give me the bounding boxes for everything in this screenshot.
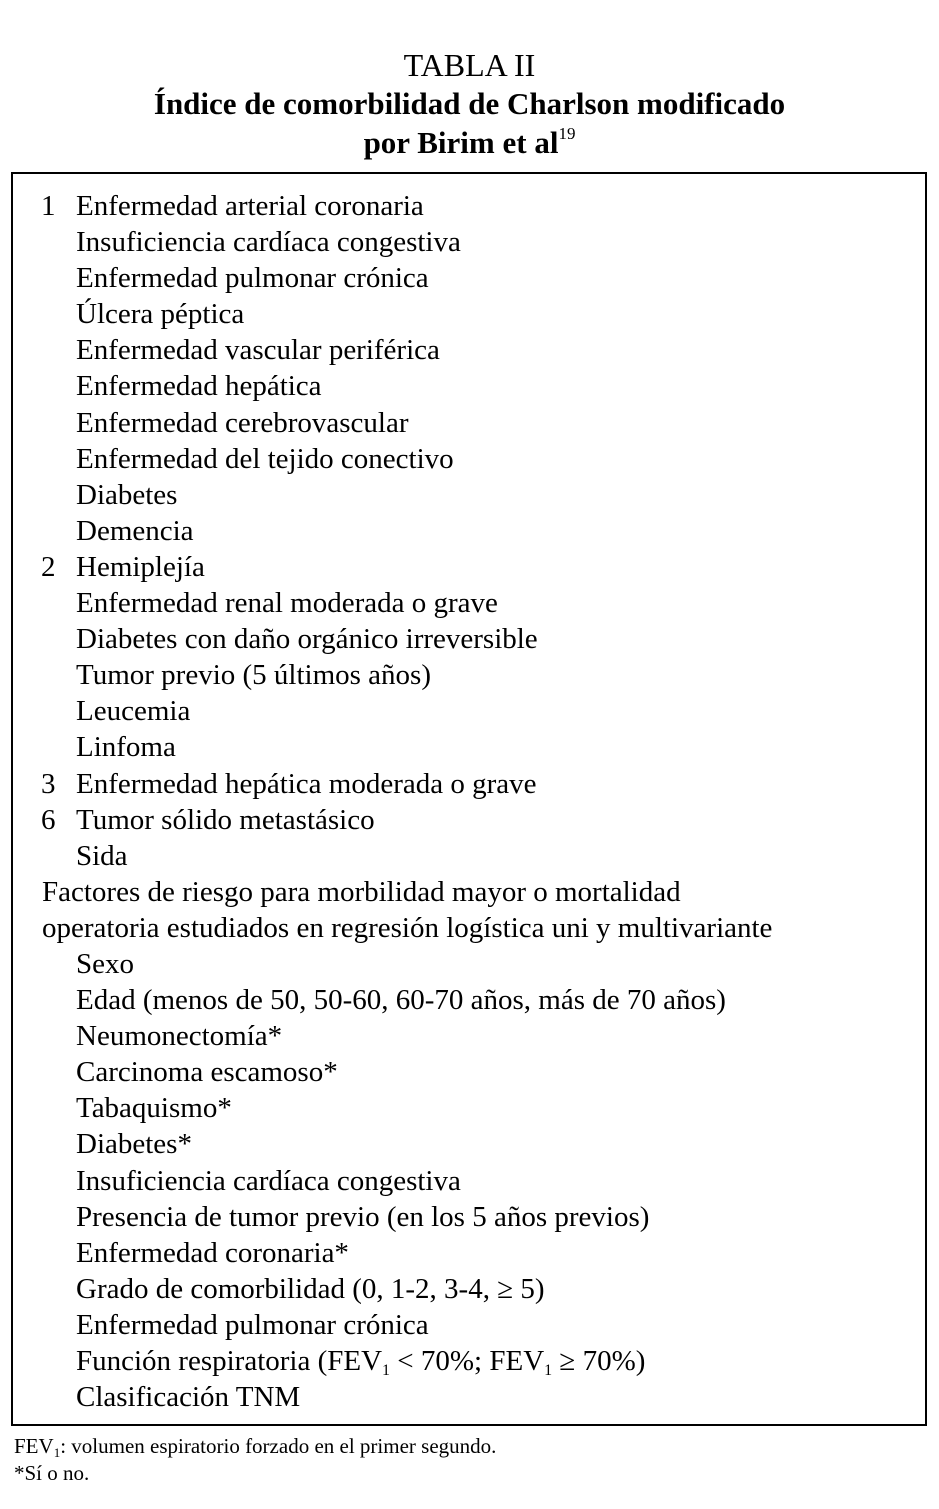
risk-factors-heading-line2: operatoria estudiados en regresión logística uni y multivariante — [42, 911, 773, 944]
footnote-fev-term: FEV — [14, 1434, 54, 1458]
text-fragment: Función respiratoria (FEV — [76, 1345, 383, 1377]
comorbidity-row — [0, 549, 939, 585]
footnote-asterisk: *Sí o no. — [14, 1461, 90, 1485]
table-label: TABLA II — [403, 47, 536, 83]
risk-factor-text: Enfermedad coronaria* — [76, 1236, 349, 1269]
risk-factor-item — [0, 1307, 939, 1343]
reference-number: 19 — [558, 124, 576, 143]
comorbidity-row — [0, 441, 939, 477]
comorbidity-condition: Enfermedad arterial coronaria — [76, 190, 424, 222]
risk-factor-item — [0, 1054, 939, 1090]
comorbidity-condition: Enfermedad cerebrovascular — [76, 406, 409, 439]
comorbidity-row — [0, 585, 939, 621]
comorbidity-condition: Demencia — [76, 514, 194, 547]
comorbidity-row — [0, 188, 939, 224]
comorbidity-condition: Enfermedad renal moderada o grave — [76, 587, 498, 620]
risk-factor-item — [0, 1163, 939, 1199]
comorbidity-row — [0, 802, 939, 838]
comorbidity-row — [0, 729, 939, 765]
comorbidity-row — [0, 405, 939, 441]
comorbidity-condition: Sida — [76, 839, 128, 872]
risk-factor-item — [0, 946, 939, 982]
risk-factor-text: Neumonectomía* — [76, 1020, 283, 1053]
comorbidity-row — [0, 693, 939, 729]
risk-factor-item — [0, 1126, 939, 1162]
respiratory-function-text — [76, 1343, 645, 1379]
comorbidity-row — [0, 477, 939, 513]
risk-factor-item — [0, 1199, 939, 1235]
comorbidity-condition: Diabetes — [76, 478, 178, 511]
risk-factor-text: Clasificación TNM — [76, 1381, 301, 1414]
comorbidity-score: 2 — [41, 550, 56, 583]
risk-factors-heading — [0, 910, 939, 946]
comorbidity-condition: Tumor previo (5 últimos años) — [76, 659, 431, 692]
risk-factor-item — [0, 1018, 939, 1054]
table-title: Índice de comorbilidad de Charlson modificado — [153, 86, 786, 121]
comorbidity-condition: Úlcera péptica — [76, 298, 245, 331]
risk-factor-text: Grado de comorbilidad (0, 1-2, 3-4, ≥ 5) — [76, 1272, 545, 1305]
footnote-fev-sub: 1 — [53, 1445, 61, 1460]
comorbidity-row — [0, 838, 939, 874]
risk-factor-text: Presencia de tumor previo (en los 5 años previos) — [76, 1200, 650, 1233]
table-title-authors: por Birim et al — [363, 125, 559, 160]
comorbidity-condition: Leucemia — [76, 695, 191, 728]
risk-factor-item — [0, 1090, 939, 1126]
comorbidity-row — [0, 332, 939, 368]
comorbidity-score: 3 — [41, 767, 56, 800]
text-fragment: < 70%; FEV — [390, 1345, 545, 1377]
risk-factor-text: Insuficiencia cardíaca congestiva — [76, 1164, 461, 1197]
comorbidity-condition: Enfermedad hepática moderada o grave — [76, 767, 537, 800]
comorbidity-row — [0, 657, 939, 693]
comorbidity-condition: Insuficiencia cardíaca congestiva — [76, 226, 461, 259]
comorbidity-row — [0, 260, 939, 296]
subscript: 1 — [382, 1362, 391, 1379]
comorbidity-condition: Enfermedad del tejido conectivo — [76, 442, 454, 475]
risk-factor-text: Diabetes* — [76, 1128, 192, 1161]
comorbidity-row — [0, 621, 939, 657]
comorbidity-row — [0, 513, 939, 549]
comorbidity-condition: Enfermedad vascular periférica — [76, 334, 440, 367]
risk-factor-item — [0, 1379, 939, 1415]
risk-factor-text: Sexo — [76, 947, 134, 980]
risk-factor-item — [0, 1235, 939, 1271]
risk-factor-text: Enfermedad pulmonar crónica — [76, 1308, 429, 1341]
comorbidity-condition: Diabetes con daño orgánico irreversible — [76, 623, 538, 656]
comorbidity-row — [0, 296, 939, 332]
risk-factor-item — [0, 1343, 939, 1379]
risk-factor-text: Tabaquismo* — [76, 1092, 232, 1125]
risk-factor-text: Edad (menos de 50, 50-60, 60-70 años, más de 70 años) — [76, 984, 726, 1017]
table-body — [0, 188, 939, 1415]
comorbidity-condition: Hemiplejía — [76, 550, 205, 583]
subscript: 1 — [544, 1362, 553, 1379]
comorbidity-row — [0, 224, 939, 260]
comorbidity-condition: Enfermedad hepática — [76, 370, 322, 403]
comorbidity-score: 6 — [41, 803, 56, 836]
comorbidity-row — [0, 368, 939, 404]
comorbidity-condition: Linfoma — [76, 731, 176, 764]
risk-factors-heading — [0, 874, 939, 910]
comorbidity-condition: Tumor sólido metastásico — [76, 803, 375, 836]
comorbidity-row — [0, 766, 939, 802]
risk-factor-item — [0, 1271, 939, 1307]
risk-factors-heading-line1: Factores de riesgo para morbilidad mayor o mortalidad — [42, 875, 681, 908]
table-title-line2 — [0, 125, 939, 161]
footnote-fev — [14, 1434, 496, 1458]
footnote-fev-text: : volumen espiratorio forzado en el primer segundo. — [60, 1434, 497, 1458]
text-fragment: ≥ 70%) — [552, 1345, 646, 1377]
risk-factor-item — [0, 982, 939, 1018]
comorbidity-condition: Enfermedad pulmonar crónica — [76, 262, 429, 295]
comorbidity-score: 1 — [41, 190, 56, 222]
risk-factor-text: Carcinoma escamoso* — [76, 1056, 338, 1089]
